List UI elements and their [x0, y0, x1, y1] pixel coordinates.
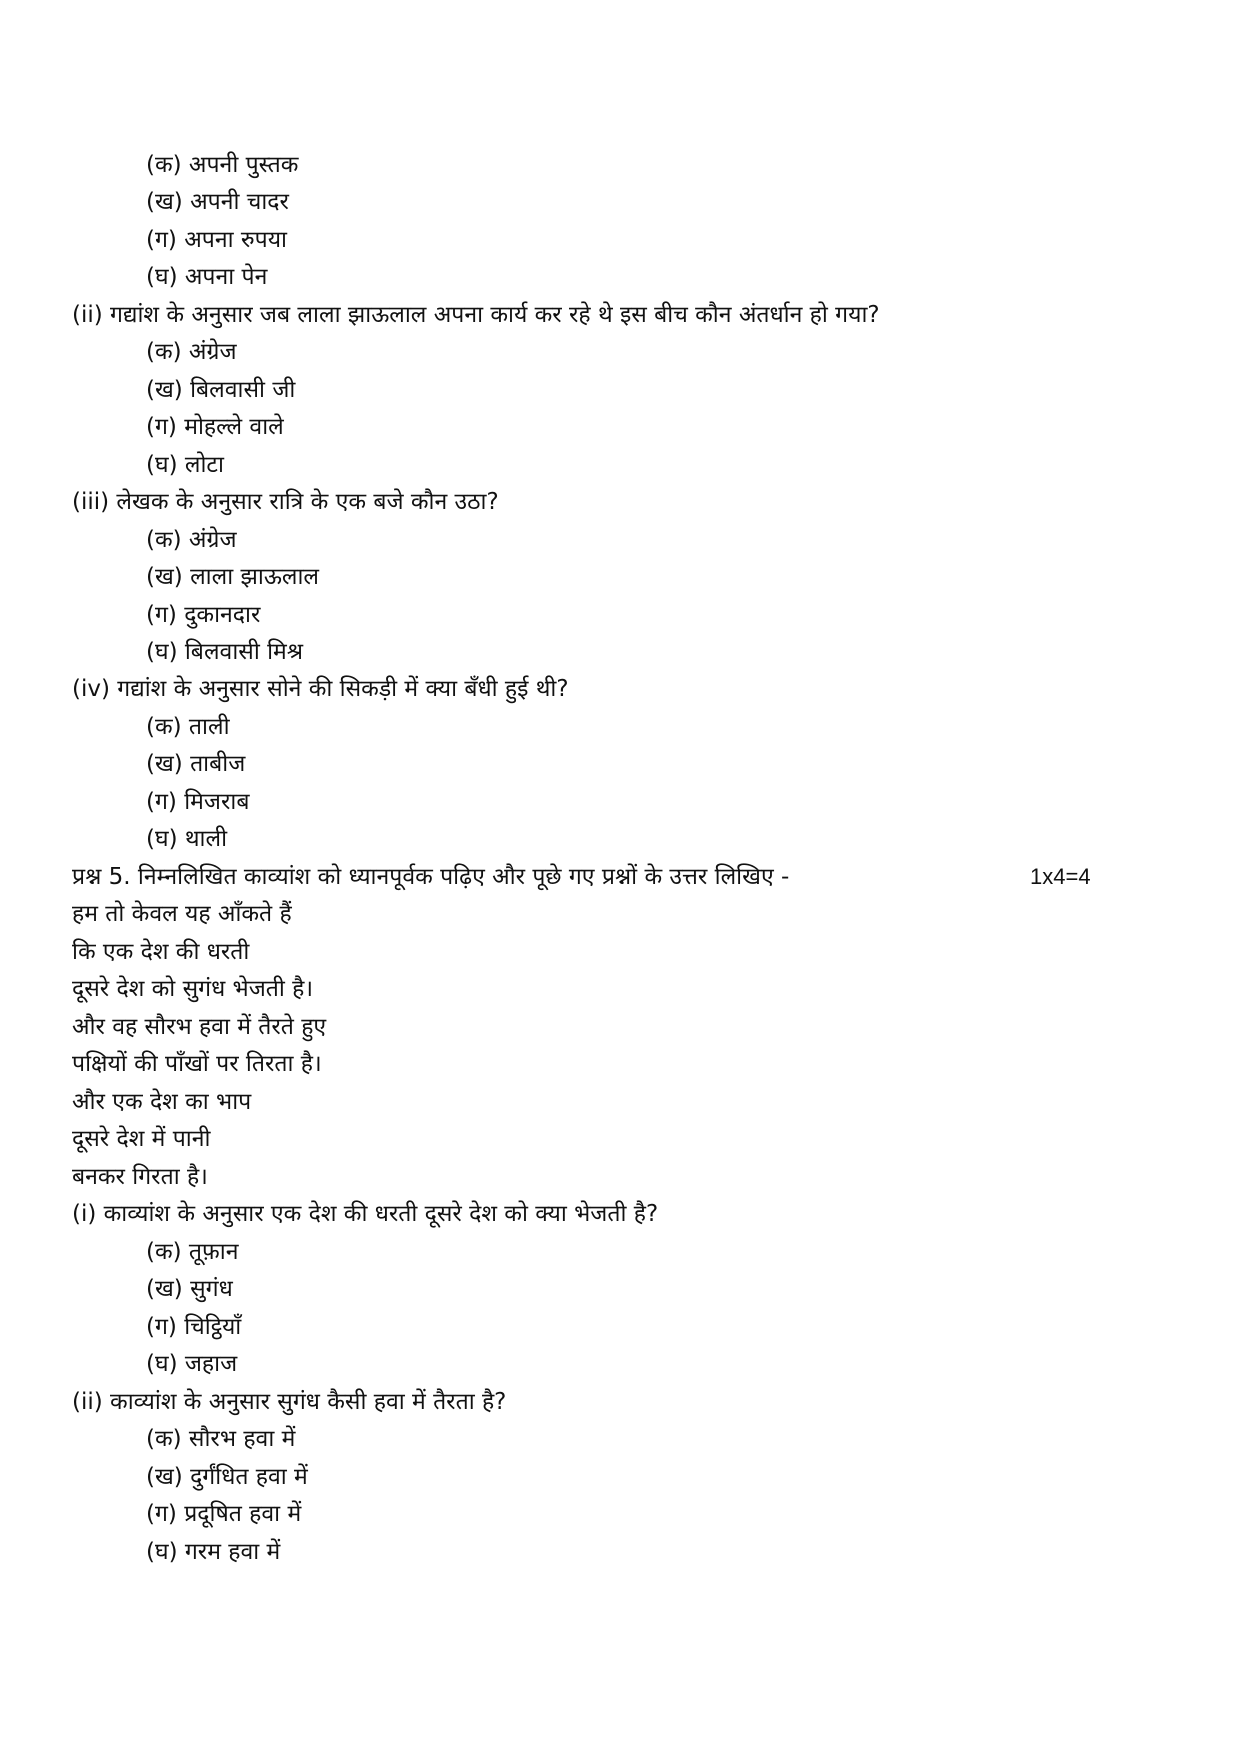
option-ka: (क) सौरभ हवा में [146, 1426, 296, 1452]
option-kha: (ख) लाला झाऊलाल [146, 564, 320, 590]
option-gha: (घ) गरम हवा में [146, 1539, 281, 1565]
option-ka: (क) अंग्रेज [146, 339, 237, 365]
option-ka: (क) तूफ़ान [146, 1239, 239, 1265]
option-ga: (ग) मोहल्ले वाले [146, 414, 284, 440]
question-5-heading: प्रश्न 5. निम्नलिखित काव्यांश को ध्यानपूर्वक पढ़िए और पूछे गए प्रश्नों के उत्तर लिखिए - [72, 864, 790, 890]
option-ka: (क) ताली [146, 714, 230, 740]
question-iv: (iv) गद्यांश के अनुसार सोने की सिकड़ी में क्या बँधी हुई थी? [72, 676, 569, 702]
option-gha: (घ) बिलवासी मिश्र [146, 639, 304, 665]
poem-line: कि एक देश की धरती [72, 939, 250, 965]
poem-line: और वह सौरभ हवा में तैरते हुए [72, 1014, 327, 1040]
option-kha: (ख) ताबीज [146, 751, 246, 777]
option-ga: (ग) दुकानदार [146, 602, 261, 628]
question-iii: (iii) लेखक के अनुसार रात्रि के एक बजे कौन उठा? [72, 489, 499, 515]
question-ii: (ii) गद्यांश के अनुसार जब लाला झाऊलाल अपना कार्य कर रहे थे इस बीच कौन अंतर्धान हो गया? [72, 302, 880, 328]
option-gha: (घ) जहाज [146, 1351, 238, 1377]
option-ka: (क) अंग्रेज [146, 527, 237, 553]
option-gha: (घ) अपना पेन [146, 264, 268, 290]
question-5-i: (i) काव्यांश के अनुसार एक देश की धरती दूसरे देश को क्या भेजती है? [72, 1201, 659, 1227]
option-ga: (ग) अपना रुपया [146, 227, 287, 253]
option-ga: (ग) चिट्ठियाँ [146, 1314, 242, 1340]
option-gha: (घ) थाली [146, 826, 228, 852]
poem-line: और एक देश का भाप [72, 1089, 252, 1115]
option-ga: (ग) मिजराब [146, 789, 250, 815]
question-5-ii: (ii) काव्यांश के अनुसार सुगंध कैसी हवा में तैरता है? [72, 1389, 507, 1415]
poem-line: पक्षियों की पाँखों पर तिरता है। [72, 1051, 322, 1077]
option-kha: (ख) सुगंध [146, 1276, 233, 1302]
marks-label: 1x4=4 [1030, 864, 1091, 889]
option-gha: (घ) लोटा [146, 452, 224, 478]
poem-line: बनकर गिरता है। [72, 1164, 208, 1190]
option-ga: (ग) प्रदूषित हवा में [146, 1501, 302, 1527]
option-ka: (क) अपनी पुस्तक [146, 152, 299, 178]
poem-line: दूसरे देश में पानी [72, 1126, 211, 1152]
option-kha: (ख) दुर्गंधित हवा में [146, 1464, 308, 1490]
poem-line: हम तो केवल यह आँकते हैं [72, 901, 292, 927]
option-kha: (ख) अपनी चादर [146, 189, 289, 215]
option-kha: (ख) बिलवासी जी [146, 377, 296, 403]
poem-line: दूसरे देश को सुगंध भेजती है। [72, 976, 314, 1002]
